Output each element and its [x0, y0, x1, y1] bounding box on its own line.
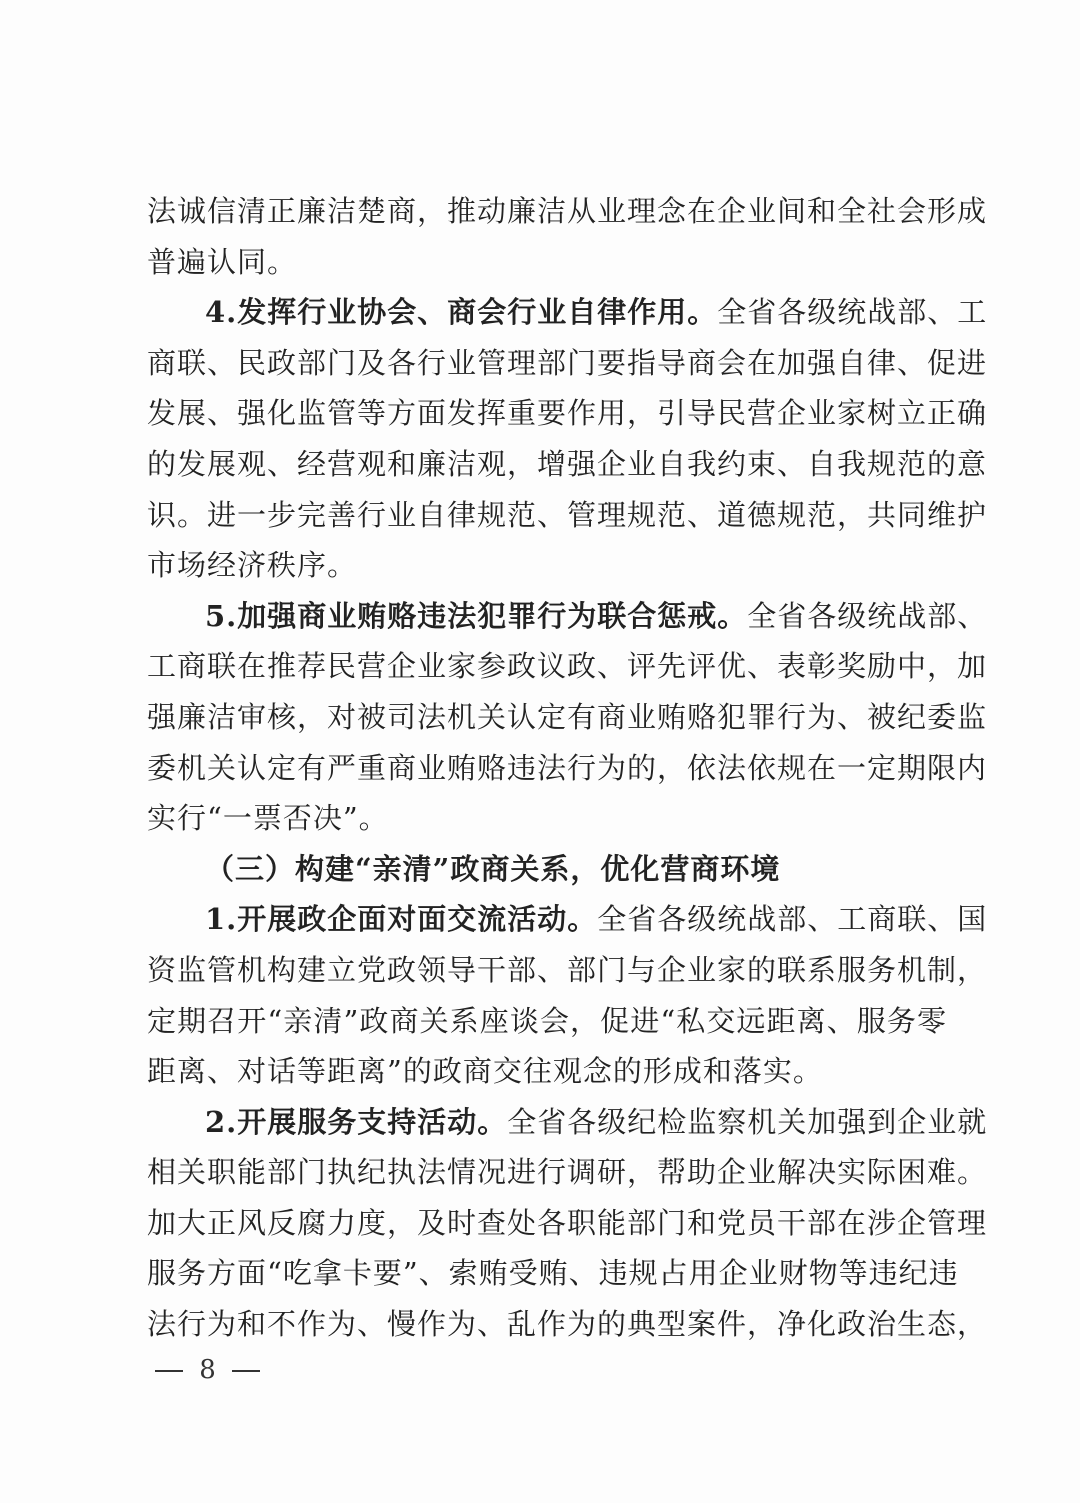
text-line — [147, 641, 988, 692]
line-text: 强廉洁审核，对被司法机关认定有商业贿赂犯罪行为、被纪委监 — [147, 699, 988, 734]
document-body — [147, 186, 988, 1350]
footer-dash-right — [232, 1370, 260, 1372]
footer-dash-left — [155, 1370, 183, 1372]
line-text: 实行“一票否决”。 — [147, 801, 389, 836]
line-text: 距离、对话等距离”的政商交往观念的形成和落实。 — [147, 1054, 823, 1089]
line-text: 定期召开“亲清”政商关系座谈会，促进“私交远距离、服务零 — [147, 1003, 947, 1038]
page-number: 8 — [199, 1355, 216, 1385]
text-line — [147, 743, 988, 794]
paragraph-heading: 2.开展服务支持活动。 — [205, 1104, 508, 1139]
line-text: 识。进一步完善行业自律规范、管理规范、道德规范，共同维护 — [147, 497, 988, 532]
paragraph-heading: 1.开展政企面对面交流活动。 — [205, 902, 598, 937]
text-line — [147, 490, 988, 541]
text-line — [147, 338, 988, 389]
paragraph-heading-line — [147, 894, 988, 945]
text-line — [147, 1147, 988, 1198]
line-text: 普遍认同。 — [147, 244, 298, 279]
page-footer — [147, 1355, 268, 1385]
text-line — [147, 388, 988, 439]
line-text: 全省各级统战部、 — [747, 598, 988, 633]
line-text: 全省各级统战部、工 — [717, 295, 988, 330]
text-line — [147, 540, 947, 591]
line-text: 法行为和不作为、慢作为、乱作为的典型案件，净化政治生态， — [147, 1307, 988, 1342]
paragraph-heading-line — [147, 1097, 988, 1148]
text-line — [147, 1198, 988, 1249]
line-text: 法诚信清正廉洁楚商，推动廉洁从业理念在企业间和全社会形成 — [147, 194, 988, 228]
line-text: 相关职能部门执纪执法情况进行调研，帮助企业解决实际困难。 — [147, 1155, 988, 1190]
text-line — [147, 945, 988, 996]
section-heading — [147, 844, 947, 895]
text-line — [147, 996, 947, 1047]
line-text: 的发展观、经营观和廉洁观，增强企业自我约束、自我规范的意 — [147, 446, 988, 481]
text-line — [147, 237, 947, 288]
text-line — [147, 186, 988, 237]
paragraph-heading: 4.发挥行业协会、商会行业自律作用。 — [205, 295, 718, 330]
text-line — [147, 1299, 988, 1350]
paragraph-heading: 5.加强商业贿赂违法犯罪行为联合惩戒。 — [205, 598, 748, 633]
paragraph-heading-line — [147, 591, 988, 642]
text-line — [147, 692, 988, 743]
line-text: 委机关认定有严重商业贿赂违法行为的，依法依规在一定期限内 — [147, 750, 988, 785]
section-heading-text: （三）构建“亲清”政商关系，优化营商环境 — [205, 851, 781, 886]
line-text: 全省各级统战部、工商联、国 — [597, 902, 988, 937]
text-line — [147, 439, 988, 490]
line-text: 服务方面“吃拿卡要”、索贿受贿、违规占用企业财物等违纪违 — [147, 1256, 959, 1291]
paragraph-heading-line — [147, 287, 988, 338]
text-line — [147, 793, 947, 844]
line-text: 工商联在推荐民营企业家参政议政、评先评优、表彰奖励中，加 — [147, 649, 988, 684]
line-text: 资监管机构建立党政领导干部、部门与企业家的联系服务机制， — [147, 952, 988, 987]
line-text: 发展、强化监管等方面发挥重要作用，引导民营企业家树立正确 — [147, 396, 988, 431]
text-line — [147, 1248, 959, 1299]
line-text: 全省各级纪检监察机关加强到企业就 — [507, 1104, 988, 1139]
line-text: 市场经济秩序。 — [147, 548, 358, 583]
text-line — [147, 1046, 947, 1097]
line-text: 商联、民政部门及各行业管理部门要指导商会在加强自律、促进 — [147, 345, 988, 380]
line-text: 加大正风反腐力度，及时查处各职能部门和党员干部在涉企管理 — [147, 1205, 988, 1240]
